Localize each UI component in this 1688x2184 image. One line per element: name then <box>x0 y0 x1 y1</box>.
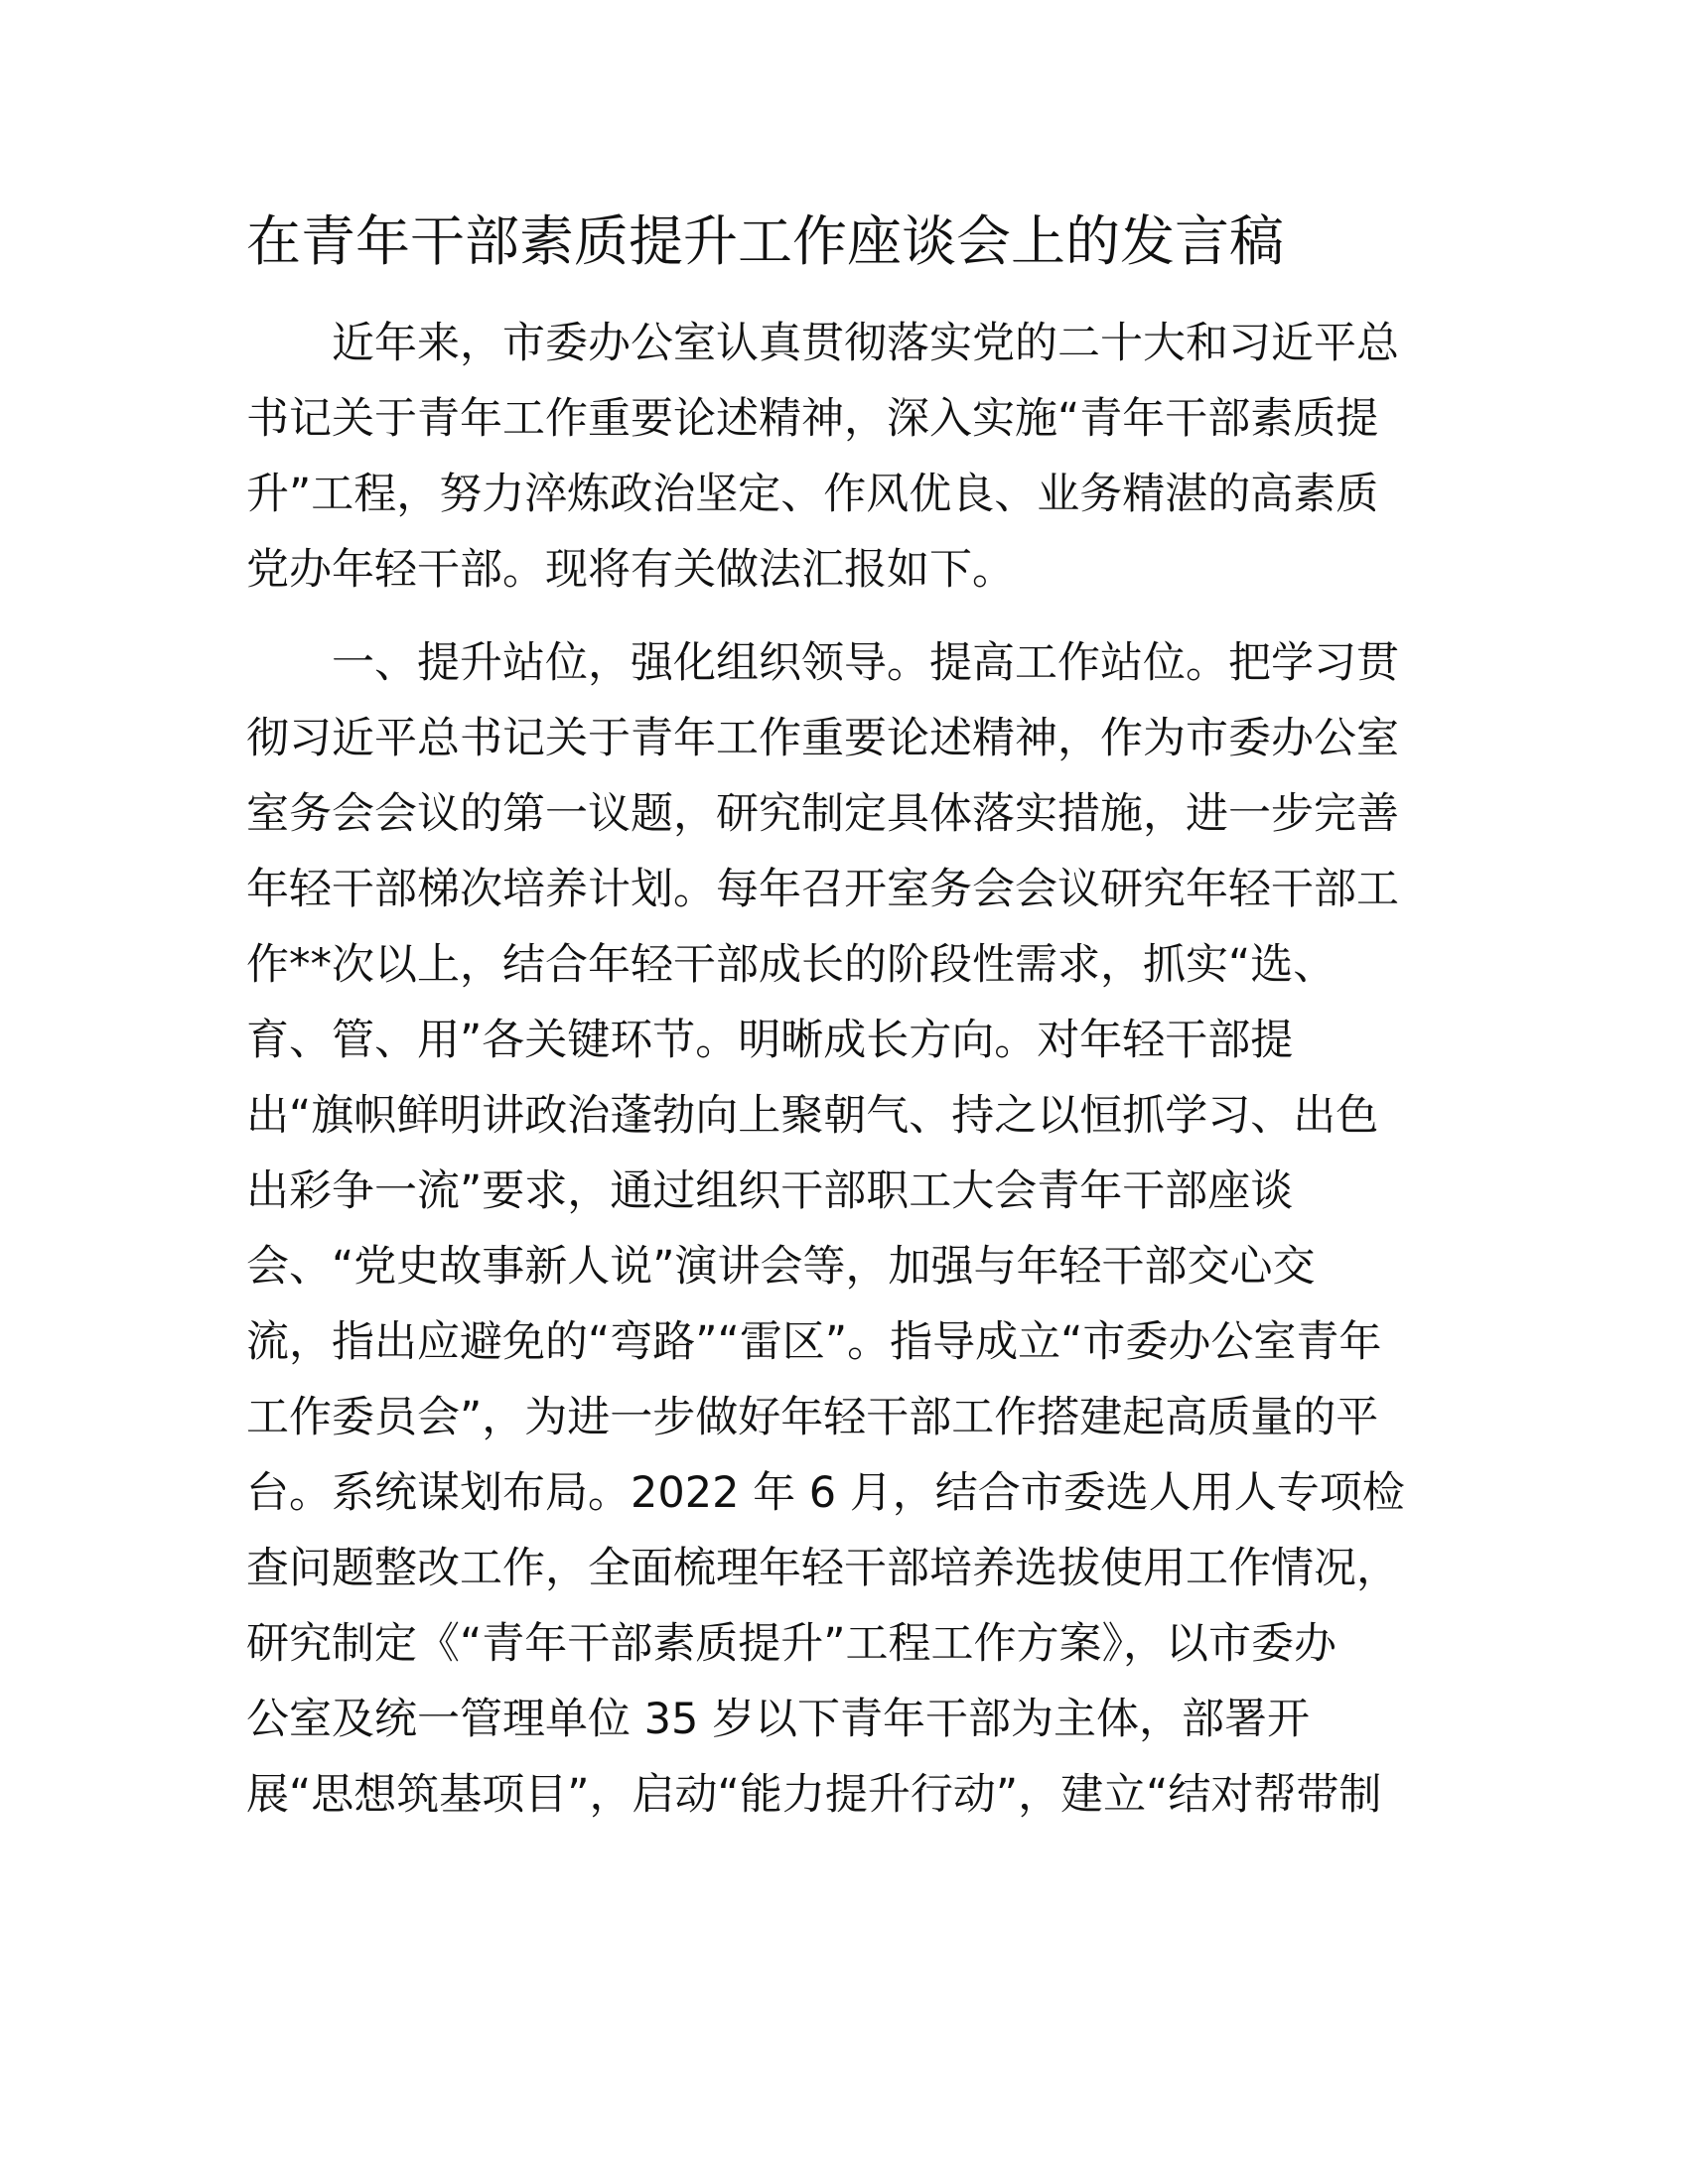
paragraph-2-line-2: 彻习近平总书记关于青年工作重要论述精神，作为市委办公室 <box>246 714 1399 763</box>
paragraph-2-line-16: 展“思想筑基项目”，启动“能力提升行动”，建立“结对帮带制 <box>246 1770 1382 1820</box>
paragraph-2-line-15: 公室及统一管理单位 35 岁以下青年干部为主体，部署开 <box>246 1695 1311 1744</box>
paragraph-1-line-4: 党办年轻干部。现将有关做法汇报如下。 <box>246 545 1015 595</box>
paragraph-2-line-13: 查问题整改工作，全面梳理年轻干部培养选拔使用工作情况， <box>246 1544 1399 1593</box>
paragraph-2-line-7: 出“旗帜鲜明讲政治蓬勃向上聚朝气、持之以恒抓学习、出色 <box>246 1091 1379 1141</box>
paragraph-2-line-8: 出彩争一流”要求，通过组织干部职工大会青年干部座谈 <box>246 1166 1294 1216</box>
paragraph-2-line-10: 流，指出应避免的“弯路”“雷区”。指导成立“市委办公室青年 <box>246 1317 1382 1367</box>
paragraph-2-line-11: 工作委员会”，为进一步做好年轻干部工作搭建起高质量的平 <box>246 1393 1379 1442</box>
paragraph-1-line-2: 书记关于青年工作重要论述精神，深入实施“青年干部素质提 <box>246 394 1379 444</box>
paragraph-2-line-12: 台。系统谋划布局。2022 年 6 月，结合市委选人用人专项检 <box>246 1468 1405 1518</box>
paragraph-2-line-5: 作**次以上，结合年轻干部成长的阶段性需求，抓实“选、 <box>246 940 1336 990</box>
paragraph-2-line-4: 年轻干部梯次培养计划。每年召开室务会会议研究年轻干部工 <box>246 865 1399 914</box>
paragraph-2-line-14: 研究制定《“青年干部素质提升”工程工作方案》，以市委办 <box>246 1619 1337 1669</box>
paragraph-2-line-9: 会、“党史故事新人说”演讲会等，加强与年轻干部交心交 <box>246 1242 1316 1292</box>
paragraph-2-line-3: 室务会会议的第一议题，研究制定具体落实措施，进一步完善 <box>246 789 1399 839</box>
paragraph-2-line-6: 育、管、用”各关键环节。明晰成长方向。对年轻干部提 <box>246 1016 1294 1065</box>
paragraph-1-line-1: 近年来，市委办公室认真贯彻落实党的二十大和习近平总 <box>332 319 1399 368</box>
paragraph-1-line-3: 升”工程，努力淬炼政治坚定、作风优良、业务精湛的高素质 <box>246 470 1379 519</box>
paragraph-2-line-1: 一、提升站位，强化组织领导。提高工作站位。把学习贯 <box>332 638 1399 688</box>
document-title: 在青年干部素质提升工作座谈会上的发言稿 <box>246 209 1285 273</box>
